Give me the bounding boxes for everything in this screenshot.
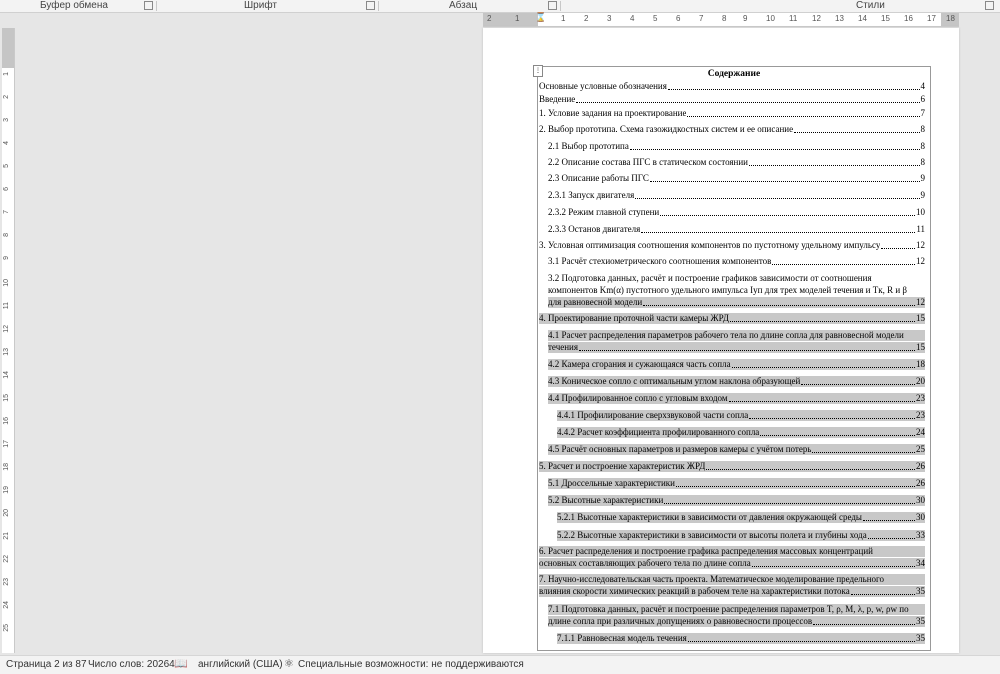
toc-entry[interactable] xyxy=(539,586,925,597)
toc-entry-text: 2.1 Выбор прототипа xyxy=(548,141,629,151)
ribbon-group-labels xyxy=(0,0,1000,13)
ruler-tick: 3 xyxy=(3,118,10,122)
ruler-tick: 11 xyxy=(3,302,10,310)
toc-entry[interactable] xyxy=(539,313,925,324)
toc-entry-page: 8 xyxy=(920,157,925,167)
toc-entry-page: 4 xyxy=(920,81,925,91)
ruler-tick: 14 xyxy=(3,371,10,379)
word-count[interactable]: Число слов: 20264 xyxy=(88,659,175,670)
toc-entry-line[interactable]: 7. Научно-исследовательская часть проекта. Математическое моделирование предельного xyxy=(539,574,925,585)
toc-entry-page: 25 xyxy=(916,444,925,454)
ruler-tick: 13 xyxy=(3,348,10,356)
toc-entry[interactable] xyxy=(557,512,925,523)
toc-entry-text: 4.4.1 Профилирование сверхзвуковой части сопла xyxy=(557,410,749,420)
toc-entry-page: 26 xyxy=(916,461,925,471)
toc-entry[interactable] xyxy=(548,393,925,404)
ruler-tick: 8 xyxy=(722,14,727,23)
ruler-tick: 7 xyxy=(3,210,10,214)
ruler-tick: 20 xyxy=(3,509,10,517)
toc-entry-page: 8 xyxy=(920,124,925,134)
toc-entry-text: влияния скорости химических реакций в рабочем теле на характеристики потока xyxy=(539,586,850,596)
content-control-handle-icon[interactable]: ⋮ xyxy=(533,65,543,77)
toc-entry-page: 6 xyxy=(920,94,925,104)
ruler-tick: 19 xyxy=(3,486,10,494)
toc-entry-page: 12 xyxy=(916,297,925,307)
ruler-tick: 15 xyxy=(881,14,890,23)
toc-entry[interactable] xyxy=(539,461,925,472)
table-of-contents[interactable] xyxy=(537,66,931,651)
toc-entry-text: 1. Условие задания на проектирование xyxy=(539,108,687,118)
ruler-tick: 5 xyxy=(653,14,658,23)
toc-entry-text: 2.3.3 Останов двигателя xyxy=(548,224,641,234)
toc-entry[interactable] xyxy=(548,444,925,455)
toc-entry-line[interactable]: 6. Расчет распределения и построение графика распределения массовых концентраций xyxy=(539,546,925,557)
ruler-tick: 9 xyxy=(743,14,748,23)
ruler-tick: 23 xyxy=(3,578,10,586)
clipboard-dialog-launcher-icon[interactable] xyxy=(144,1,153,10)
toc-entry-page: 23 xyxy=(916,410,925,420)
language-indicator[interactable]: английский (США) xyxy=(198,659,283,670)
horizontal-ruler[interactable] xyxy=(483,13,959,27)
font-group-label: Шрифт xyxy=(244,0,277,11)
toc-entry-text: 2.3 Описание работы ПГС xyxy=(548,173,649,183)
ruler-tick: 22 xyxy=(3,555,10,563)
toc-entry-page: 10 xyxy=(916,207,925,217)
ruler-tick: 7 xyxy=(699,14,704,23)
toc-entry-text: 5.2.1 Высотные характеристики в зависимости от давления окружающей среды xyxy=(557,512,862,522)
toc-entry-text: 5.2 Высотные характеристики xyxy=(548,495,664,505)
toc-entry-text: 4.4 Профилированное сопло с угловым входом xyxy=(548,393,728,403)
toc-entry-page: 30 xyxy=(916,495,925,505)
ruler-tick: 6 xyxy=(676,14,681,23)
toc-entry-page: 35 xyxy=(916,586,925,596)
ruler-tick: 1 xyxy=(561,14,566,23)
clipboard-group-label: Буфер обмена xyxy=(40,0,108,11)
toc-entry-text: 2. Выбор прототипа. Схема газожидкостных систем и ее описание xyxy=(539,124,794,134)
toc-entry[interactable] xyxy=(548,616,925,627)
ruler-tick: 10 xyxy=(3,279,10,287)
toc-entry-text: 3. Условная оптимизация соотношения компонентов по пустотному удельному импульсу xyxy=(539,240,881,250)
ruler-tick: 13 xyxy=(835,14,844,23)
toc-entry[interactable] xyxy=(539,558,925,569)
paragraph-dialog-launcher-icon[interactable] xyxy=(548,1,557,10)
toc-entry-page: 9 xyxy=(920,173,925,183)
styles-group-label: Стили xyxy=(856,0,885,11)
toc-entry-text: для равновесной модели xyxy=(548,297,643,307)
accessibility-icon[interactable]: ⚛ xyxy=(284,658,294,670)
toc-entry-text: 2.2 Описание состава ПГС в статическом состоянии xyxy=(548,157,748,167)
ruler-tick: 9 xyxy=(3,256,10,260)
toc-entry-text: Основные условные обозначения xyxy=(539,81,667,91)
toc-entry-page: 12 xyxy=(916,240,925,250)
toc-entry-text: основных составляющих рабочего тела по длине сопла xyxy=(539,558,751,568)
toc-entry-text: 4.4.2 Расчет коэффициента профилированного сопла xyxy=(557,427,760,437)
ruler-tick: 10 xyxy=(766,14,775,23)
toc-entry-page: 8 xyxy=(920,141,925,151)
toc-entry[interactable] xyxy=(548,495,925,506)
ruler-tick: 21 xyxy=(3,532,10,540)
ruler-tick: 1 xyxy=(515,14,520,23)
ruler-tick: 4 xyxy=(3,141,10,145)
accessibility-status[interactable]: Специальные возможности: не поддерживаются xyxy=(298,659,524,670)
toc-title: Содержание xyxy=(707,69,761,79)
toc-entry-line[interactable]: компонентов Km(α) пустотного удельного импульса Iуп для трех моделей течения и Tк, R и β xyxy=(548,285,907,295)
toc-entry-text: 4.2 Камера сгорания и сужающаяся часть сопла xyxy=(548,359,731,369)
toc-entry[interactable] xyxy=(548,342,925,353)
toc-entry[interactable] xyxy=(539,94,925,105)
ruler-tick: 18 xyxy=(946,14,955,23)
ruler-tick: 5 xyxy=(3,164,10,168)
toc-entry[interactable] xyxy=(548,224,925,235)
ruler-tick: 6 xyxy=(3,187,10,191)
ruler-tick: 17 xyxy=(927,14,936,23)
toc-entry-page: 35 xyxy=(916,633,925,643)
ruler-tick: 15 xyxy=(3,394,10,402)
toc-entry-text: 2.3.2 Режим главной ступени xyxy=(548,207,660,217)
toc-entry-text: 5.1 Дроссельные характеристики xyxy=(548,478,675,488)
ruler-tick: 3 xyxy=(607,14,612,23)
ruler-tick: 12 xyxy=(812,14,821,23)
toc-entry[interactable] xyxy=(548,190,925,201)
toc-entry-text: 4.5 Расчёт основных параметров и размеров камеры с учётом потерь xyxy=(548,444,812,454)
toc-entry[interactable] xyxy=(548,157,925,168)
toc-entry-page: 15 xyxy=(916,313,925,323)
ruler-tick: 2 xyxy=(584,14,589,23)
ruler-tick: 25 xyxy=(3,624,10,632)
ruler-tick: 12 xyxy=(3,325,10,333)
ruler-top-margin xyxy=(2,28,14,68)
ruler-tick: 17 xyxy=(3,440,10,448)
toc-entry[interactable] xyxy=(557,633,925,644)
toc-entry[interactable] xyxy=(548,359,925,370)
group-separator xyxy=(378,1,379,11)
toc-entry-page: 35 xyxy=(916,616,925,626)
toc-entry-text: 3.1 Расчёт стехиометрического соотношения компонентов xyxy=(548,256,772,266)
toc-entry[interactable] xyxy=(548,256,925,267)
toc-entry-text: 7.1.1 Равновесная модель течения xyxy=(557,633,687,643)
toc-entry-text: 5. Расчет и построение характеристик ЖРД xyxy=(539,461,706,471)
ruler-tick: 2 xyxy=(3,95,10,99)
toc-entry[interactable] xyxy=(557,410,925,421)
toc-entry-page: 15 xyxy=(916,342,925,352)
toc-entry-text: 4. Проектирование проточной части камеры ЖРД xyxy=(539,313,730,323)
toc-entry-text: 2.3.1 Запуск двигателя xyxy=(548,190,635,200)
paragraph-group-label: Абзац xyxy=(449,0,478,11)
toc-entry-text: 4.3 Коническое сопло с оптимальным углом наклона образующей xyxy=(548,376,801,386)
toc-entry-line[interactable]: 4.1 Расчет распределения параметров рабочего тела по длине сопла для равновесной модели xyxy=(548,330,925,341)
ruler-tick: 1 xyxy=(3,72,10,76)
toc-entry-page: 30 xyxy=(916,512,925,522)
ruler-tick: 14 xyxy=(858,14,867,23)
toc-entry-page: 26 xyxy=(916,478,925,488)
group-separator xyxy=(560,1,561,11)
document-page[interactable] xyxy=(483,28,959,653)
ruler-tick: 24 xyxy=(3,601,10,609)
toc-entry[interactable] xyxy=(548,297,925,308)
toc-entry[interactable] xyxy=(548,207,925,218)
toc-entry[interactable] xyxy=(539,81,925,92)
font-dialog-launcher-icon[interactable] xyxy=(366,1,375,10)
ruler-tick: 8 xyxy=(3,233,10,237)
ruler-tick: 4 xyxy=(630,14,635,23)
toc-entry[interactable] xyxy=(539,124,925,135)
toc-entry-page: 18 xyxy=(916,359,925,369)
toc-entry[interactable] xyxy=(548,141,925,152)
group-separator xyxy=(156,1,157,11)
toc-entry[interactable] xyxy=(548,376,925,387)
toc-entry-page: 24 xyxy=(916,427,925,437)
proofing-book-icon[interactable]: 📖 xyxy=(174,658,188,670)
toc-entry[interactable] xyxy=(557,427,925,438)
toc-entry-line[interactable]: 7.1 Подготовка данных, расчёт и построение распределения параметров T, ρ, M, λ, p, w, ρw по xyxy=(548,604,925,615)
toc-entry-page: 12 xyxy=(916,256,925,266)
ruler-tick: 2 xyxy=(487,14,492,23)
styles-dialog-launcher-icon[interactable] xyxy=(985,1,994,10)
toc-entry-page: 20 xyxy=(916,376,925,386)
toc-entry[interactable] xyxy=(539,240,925,251)
toc-entry[interactable] xyxy=(539,108,925,119)
toc-entry-page: 34 xyxy=(916,558,925,568)
toc-entry-page: 7 xyxy=(920,108,925,118)
toc-entry-page: 9 xyxy=(920,190,925,200)
page-counter[interactable]: Страница 2 из 87 xyxy=(6,659,87,670)
vertical-ruler[interactable] xyxy=(2,28,15,653)
toc-entry[interactable] xyxy=(557,530,925,541)
toc-entry-text: течения xyxy=(548,342,578,352)
toc-entry-text: длине сопла при различных допущениях о равновесности процессов xyxy=(548,616,813,626)
ruler-tick: 11 xyxy=(789,14,798,23)
ruler-tick: 18 xyxy=(3,463,10,471)
indent-marker-icon[interactable]: ⌛ xyxy=(535,12,547,22)
toc-entry-line[interactable]: 3.2 Подготовка данных, расчёт и построение графиков зависимости от соотношения xyxy=(548,273,872,283)
toc-entry-page: 23 xyxy=(916,393,925,403)
toc-entry-page: 11 xyxy=(916,224,925,234)
ruler-tick: 16 xyxy=(904,14,913,23)
toc-entry[interactable] xyxy=(548,478,925,489)
toc-entry-page: 33 xyxy=(916,530,925,540)
toc-entry[interactable] xyxy=(548,173,925,184)
toc-entry-text: 5.2.2 Высотные характеристики в зависимости от высоты полета и глубины хода xyxy=(557,530,867,540)
ruler-tick: 16 xyxy=(3,417,10,425)
toc-entry-text: Введение xyxy=(539,94,576,104)
status-bar xyxy=(0,655,1000,674)
